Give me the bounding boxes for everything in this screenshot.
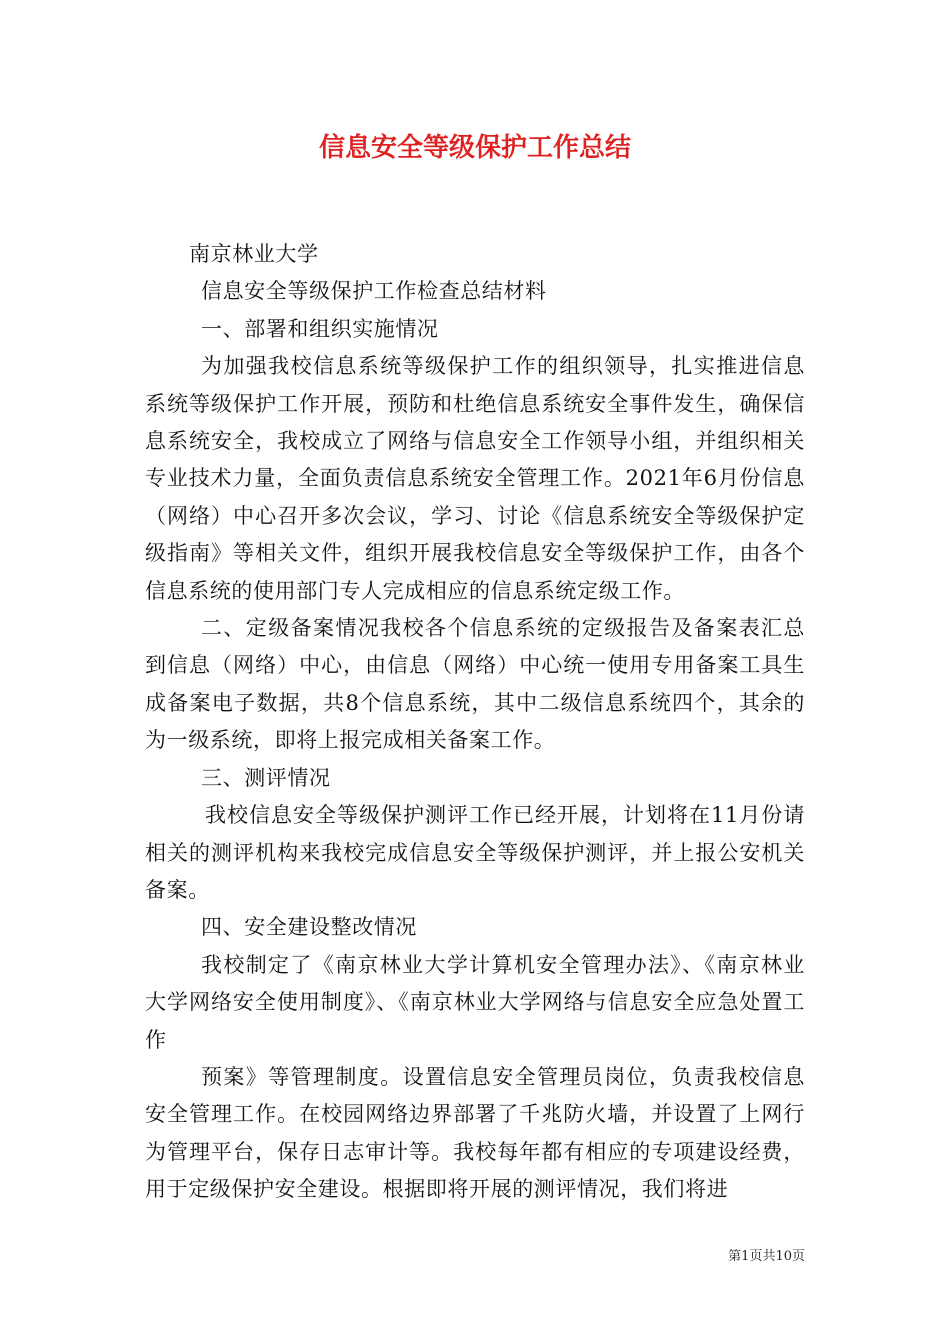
page-number: 第1页共10页 — [728, 1249, 805, 1264]
paragraph-section-2: 二、定级备案情况我校各个信息系统的定级报告及备案表汇总到信息（网络）中心，由信息（网络）中心统一使用专用备案工具生成备案电子数据，共8个信息系统，其中二级信息系统四个，其余的为一级系统，即将上报完成相关备案工作。 — [145, 616, 805, 753]
paragraph-heading-3: 三、测评情况 — [201, 765, 331, 790]
paragraph-section-4a: 我校制定了《南京林业大学计算机安全管理办法》、《南京林业大学网络安全使用制度》、《南京林业大学网络与信息安全应急处置工作 — [145, 952, 805, 1052]
paragraph-heading-1: 一、部署和组织实施情况 — [201, 316, 439, 341]
paragraph-section-3: 我校信息安全等级保护测评工作已经开展，计划将在11月份请相关的测评机构来我校完成信息安全等级保护测评，并上报公安机关备案。 — [145, 803, 805, 902]
paragraph-subtitle: 信息安全等级保护工作检查总结材料 — [201, 279, 547, 304]
document-title: 信息安全等级保护工作总结 — [318, 133, 631, 163]
paragraph-university: 南京林业大学 — [189, 242, 319, 266]
paragraph-section-4b: 预案》等管理制度。设置信息安全管理员岗位，负责我校信息安全管理工作。在校园网络边界部署了千兆防火墙，并设置了上网行为管理平台，保存日志审计等。我校每年都有相应的专项建设经费，用于定级保护安全建设。根据即将开展的测评情况，我们将进 — [145, 1064, 805, 1202]
paragraph-heading-4: 四、安全建设整改情况 — [201, 915, 417, 940]
document-body — [145, 236, 805, 1209]
paragraph-section-1: 为加强我校信息系统等级保护工作的组织领导，扎实推进信息系统等级保护工作开展，预防和杜绝信息系统安全事件发生，确保信息系统安全，我校成立了网络与信息安全工作领导小组，并组织相关专业技术力量，全面负责信息系统安全管理工作。2021年6月份信息（网络）中心召开多次会议，学习、讨论《信息系统安全等级保护定级指南》等相关文件，组织开展我校信息安全等级保护工作，由各个信息系统的使用部门专人完成相应的信息系统定级工作。 — [145, 354, 805, 603]
